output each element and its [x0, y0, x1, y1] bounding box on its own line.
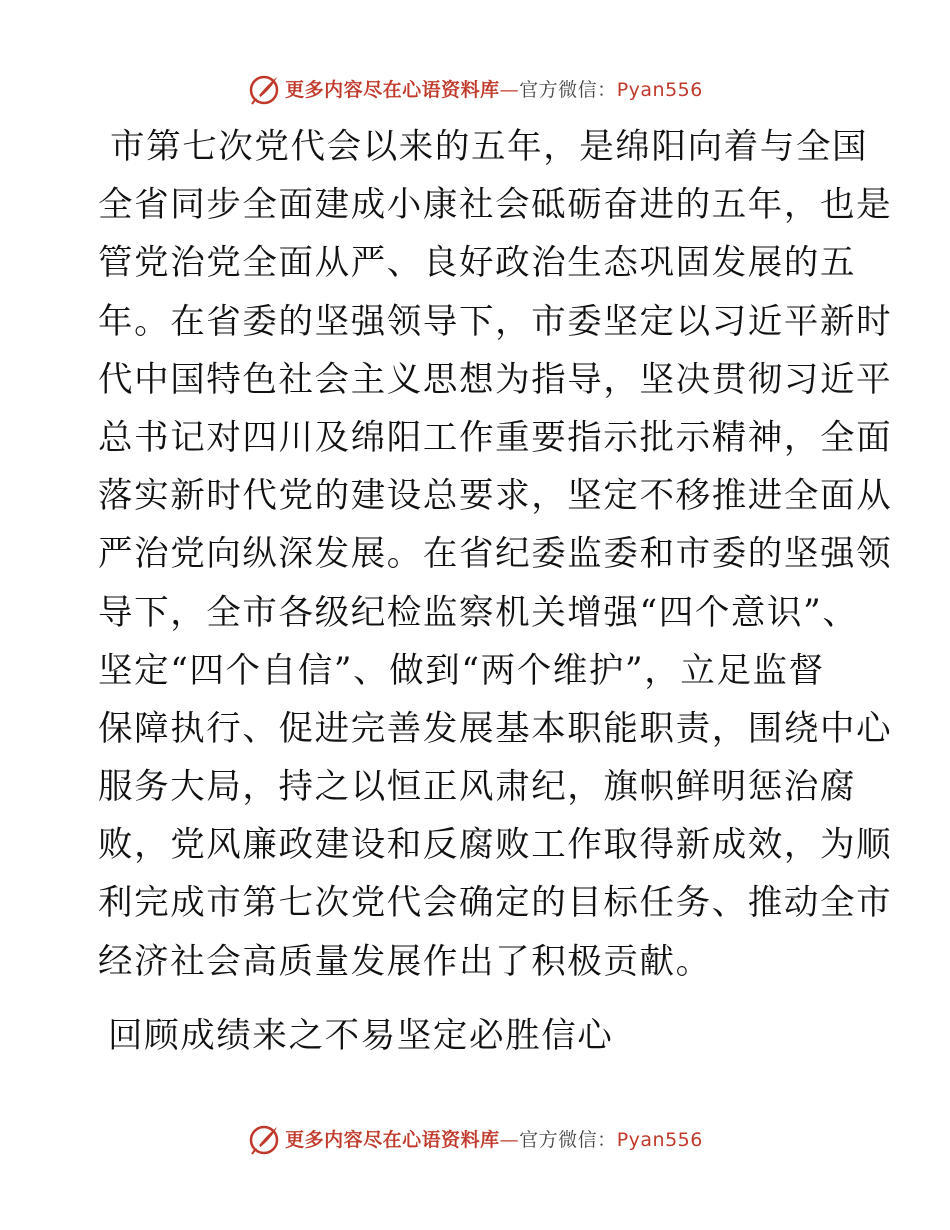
header-watermark [0, 68, 950, 112]
paragraph-line: 经济社会高质量发展作出了积极贡献。 [98, 941, 712, 982]
paragraph-line: 落实新时代党的建设总要求，坚定不移推进全面从 [98, 476, 893, 517]
paragraph-line: 导下，全市各级纪检监察机关增强“四个意识”、 [98, 592, 859, 633]
paragraph-line: 年。在省委的坚强领导下，市委坚定以习近平新时 [98, 301, 893, 342]
paragraph-line: 败，党风廉政建设和反腐败工作取得新成效，为顺 [98, 825, 893, 866]
watermark-text [285, 68, 703, 112]
paragraph-line: 全省同步全面建成小康社会砥砺奋进的五年，也是 [98, 185, 893, 226]
watermark-contact-id: Pyan556 [616, 1129, 703, 1151]
paragraph-line: 管党治党全面从严、良好政治生态巩固发展的五 [98, 243, 857, 284]
paragraph-line: 严治党向纵深发展。在省纪委监委和市委的坚强领 [98, 534, 893, 575]
paragraph-line: 市第七次党代会以来的五年，是绵阳向着与全国 [110, 127, 869, 167]
paragraph-line: 利完成市第七次党代会确定的目标任务、推动全市 [98, 883, 893, 924]
section-heading: 回顾成绩来之不易坚定必胜信心 [108, 1016, 614, 1056]
watermark-text [285, 1118, 703, 1162]
watermark-contact-label: 官方微信： [519, 1129, 617, 1151]
watermark-separator: — [499, 1129, 520, 1151]
quill-pen-logo-icon [247, 1123, 281, 1157]
paragraph-line: 服务大局，持之以恒正风肃纪，旗帜鲜明惩治腐 [98, 767, 857, 808]
paragraph-line: 保障执行、促进完善发展基本职能职责，围绕中心 [98, 708, 893, 749]
quill-pen-logo-icon [247, 73, 281, 107]
paragraph-line: 坚定“四个自信”、做到“两个维护”，立足监督 [98, 650, 825, 691]
watermark-contact-label: 官方微信： [519, 79, 617, 101]
footer-watermark [0, 1118, 950, 1162]
watermark-brand: 更多内容尽在心语资料库 [285, 79, 500, 101]
paragraph-line: 代中国特色社会主义思想为指导，坚决贯彻习近平 [98, 359, 893, 400]
article-paragraph [98, 118, 893, 991]
watermark-brand: 更多内容尽在心语资料库 [285, 1129, 500, 1151]
watermark-contact-id: Pyan556 [616, 79, 703, 101]
paragraph-line: 总书记对四川及绵阳工作重要指示批示精神，全面 [98, 417, 893, 458]
watermark-separator: — [499, 79, 520, 101]
